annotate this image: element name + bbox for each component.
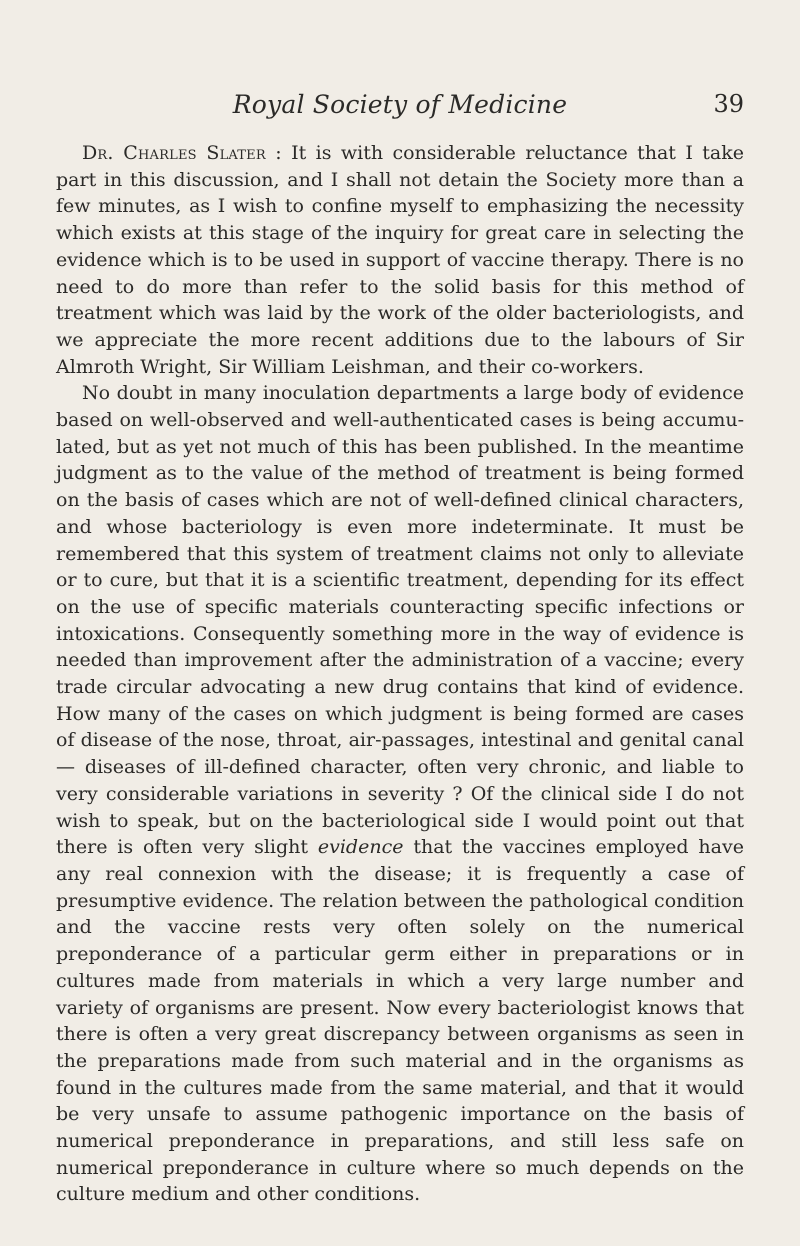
paragraph-1	[56, 140, 744, 380]
article-body	[56, 140, 744, 1208]
running-title: Royal Society of Medicine	[232, 90, 568, 119]
book-page	[56, 82, 744, 1208]
emphasized-word: evidence	[317, 836, 404, 859]
paragraph-1-text: : It is with considerable reluctance that I take part in this discussion, and I shall not detain the Society more than a few minutes, as I wish to confine myself to emphasizing the necessity which exists at this stage of the inquiry for great care in selecting the evidence which is to be used in support of vaccine therapy. There is no need to do more than refer to the solid basis for this method of treatment which was laid by the work of the older bacteriologists, and we appreciate the more recent additions due to the labours of Sir Almroth Wright, Sir William Leishman, and their co-workers.	[56, 142, 744, 378]
speaker-name: Dr. Charles Slater	[82, 142, 266, 164]
paragraph-2-text-start: No doubt in many inoculation departments a large body of evidence based on well-observed and well-authenticated cases is being accumu-lated, but as yet not much of this has been published. In the meantime judgment as to the value of the method of treatment is being formed on the basis of cases which are not of well-defined clinical characters, and whose bacteriology is even more indeterminate. It must be remembered that this system of treatment claims not only to alleviate or to cure, but that it is a scientific treatment, depending for its effect on the use of specific materials counteracting specific infections or intoxications. Consequently something more in the way of evidence is needed than improvement after the administration of a vaccine; every trade circular advocating a new drug contains that kind of evidence. How many of the cases on which judgment is being formed are cases of disease of the nose, throat, air-passages, intestinal and genital canal— diseases of ill-defined character, often very chronic, and liable to very considerable variations in severity ? Of the clinical side I do not wish to speak, but on the bacteriological side I would point out that there is often very slight	[56, 382, 744, 859]
paragraph-2-text-end: that the vaccines employed have any real connexion with the disease; it is frequently a case of presumptive evidence. The relation between the pathological condition and the vaccine rests very often solely on the numerical preponderance of a particular germ either in preparations or in cultures made from materials in which a very large number and variety of organisms are present. Now every bacteriologist knows that there is often a very great discrepancy between organisms as seen in the preparations made from such material and in the organisms as found in the cultures made from the same material, and that it would be very unsafe to assume pathogenic importance on the basis of numerical preponderance in preparations, and still less safe on numerical preponderance in culture where so much depends on the culture medium and other conditions.	[56, 836, 744, 1206]
page-number: 39	[713, 90, 744, 118]
paragraph-2	[56, 380, 744, 1208]
running-head	[56, 82, 744, 122]
